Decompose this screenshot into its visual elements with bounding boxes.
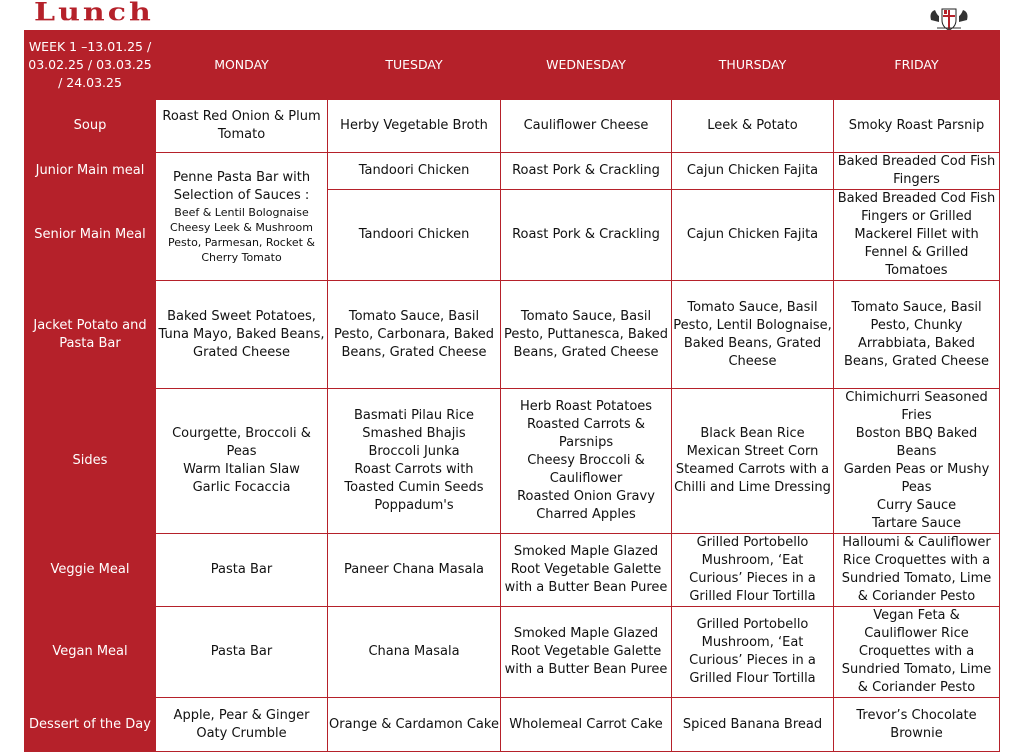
cell-senior-thursday: Cajun Chicken Fajita — [672, 190, 834, 281]
row-label-jacket-potato: Jacket Potato and Pasta Bar — [25, 281, 156, 389]
lunch-menu-table — [24, 30, 1000, 752]
cell-soup-wednesday: Cauliflower Cheese — [501, 100, 672, 153]
cell-vegan-friday: Vegan Feta & Cauliflower Rice Croquettes with a Sundried Tomato, Lime & Coriander Pesto — [834, 607, 1000, 698]
cell-sides-thursday — [672, 389, 834, 534]
table-row-veggie — [25, 534, 1000, 607]
cell-main-monday — [156, 153, 328, 281]
side-item: Herb Roast Potatoes — [519, 399, 653, 414]
side-item: Roast Carrots with Toasted Cumin Seeds — [344, 462, 484, 495]
row-label-senior-main: Senior Main Meal — [25, 190, 156, 281]
row-label-sides: Sides — [25, 389, 156, 534]
side-item: Boston BBQ Baked Beans — [855, 426, 978, 459]
cell-soup-monday: Roast Red Onion & Plum Tomato — [156, 100, 328, 153]
cell-sides-tuesday — [328, 389, 501, 534]
cell-soup-tuesday: Herby Vegetable Broth — [328, 100, 501, 153]
day-header-thursday: THURSDAY — [672, 31, 834, 100]
cell-junior-wednesday: Roast Pork & Crackling — [501, 153, 672, 190]
cell-dessert-thursday: Spiced Banana Bread — [672, 698, 834, 752]
row-label-vegan: Vegan Meal — [25, 607, 156, 698]
cell-junior-thursday: Cajun Chicken Fajita — [672, 153, 834, 190]
monday-sauce-3: Pesto, Parmesan, Rocket & Cherry Tomato — [168, 235, 315, 264]
table-row-junior-main — [25, 153, 1000, 190]
side-item: Warm Italian Slaw — [183, 462, 300, 477]
cell-jacket-monday: Baked Sweet Potatoes, Tuna Mayo, Baked Beans, Grated Cheese — [156, 281, 328, 389]
day-header-tuesday: TUESDAY — [328, 31, 501, 100]
side-item: Black Bean Rice — [700, 426, 805, 441]
row-label-junior-main: Junior Main meal — [25, 153, 156, 190]
side-item: Curry Sauce — [876, 498, 957, 513]
side-item: Smashed Bhajis — [362, 426, 466, 441]
cell-sides-friday — [834, 389, 1000, 534]
week-label: WEEK 1 –13.01.25 / 03.02.25 / 03.03.25 / 24.03.25 — [25, 31, 156, 100]
cell-jacket-tuesday: Tomato Sauce, Basil Pesto, Carbonara, Baked Beans, Grated Cheese — [328, 281, 501, 389]
cell-sides-wednesday — [501, 389, 672, 534]
cell-vegan-wednesday: Smoked Maple Glazed Root Vegetable Galette with a Butter Bean Puree — [501, 607, 672, 698]
cell-veggie-wednesday: Smoked Maple Glazed Root Vegetable Galette with a Butter Bean Puree — [501, 534, 672, 607]
table-row-dessert — [25, 698, 1000, 752]
cell-vegan-thursday: Grilled Portobello Mushroom, ‘Eat Curious’ Pieces in a Grilled Flour Tortilla — [672, 607, 834, 698]
day-header-wednesday: WEDNESDAY — [501, 31, 672, 100]
row-label-veggie: Veggie Meal — [25, 534, 156, 607]
table-header-row — [25, 31, 1000, 100]
cell-vegan-tuesday: Chana Masala — [328, 607, 501, 698]
day-header-monday: MONDAY — [156, 31, 328, 100]
cell-jacket-friday: Tomato Sauce, Basil Pesto, Chunky Arrabbiata, Baked Beans, Grated Cheese — [834, 281, 1000, 389]
row-label-dessert: Dessert of the Day — [25, 698, 156, 752]
cell-veggie-thursday: Grilled Portobello Mushroom, ‘Eat Curious’ Pieces in a Grilled Flour Tortilla — [672, 534, 834, 607]
cell-sides-monday — [156, 389, 328, 534]
side-item: Roasted Carrots & Parsnips — [527, 417, 645, 450]
cell-jacket-thursday: Tomato Sauce, Basil Pesto, Lentil Bolognaise, Baked Beans, Grated Cheese — [672, 281, 834, 389]
monday-sauce-2: Cheesy Leek & Mushroom — [170, 220, 313, 234]
side-item: Tartare Sauce — [872, 516, 961, 531]
side-item: Steamed Carrots with a Chilli and Lime Dressing — [674, 462, 831, 495]
cell-dessert-friday: Trevor’s Chocolate Brownie — [834, 698, 1000, 752]
side-item: Garlic Focaccia — [192, 480, 291, 495]
side-item: Courgette, Broccoli & Peas — [172, 426, 311, 459]
cell-jacket-wednesday: Tomato Sauce, Basil Pesto, Puttanesca, Baked Beans, Grated Cheese — [501, 281, 672, 389]
cell-junior-friday: Baked Breaded Cod Fish Fingers — [834, 153, 1000, 190]
cell-senior-wednesday: Roast Pork & Crackling — [501, 190, 672, 281]
cell-junior-tuesday: Tandoori Chicken — [328, 153, 501, 190]
side-item: Cheesy Broccoli & Cauliflower — [527, 453, 645, 486]
table-row-vegan — [25, 607, 1000, 698]
table-row-soup — [25, 100, 1000, 153]
table-row-sides — [25, 389, 1000, 534]
side-item: Mexican Street Corn — [686, 444, 819, 459]
monday-pasta-main: Penne Pasta Bar with Selection of Sauces : — [172, 169, 311, 203]
side-item: Poppadum's — [374, 498, 454, 513]
cell-veggie-friday: Halloumi & Cauliflower Rice Croquettes with a Sundried Tomato, Lime & Coriander Pesto — [834, 534, 1000, 607]
cell-vegan-monday: Pasta Bar — [156, 607, 328, 698]
cell-veggie-monday: Pasta Bar — [156, 534, 328, 607]
cell-senior-tuesday: Tandoori Chicken — [328, 190, 501, 281]
table-row-jacket-potato — [25, 281, 1000, 389]
side-item: Basmati Pilau Rice — [353, 408, 475, 423]
side-item: Garden Peas or Mushy Peas — [843, 462, 990, 495]
side-item: Charred Apples — [536, 507, 636, 522]
day-header-friday: FRIDAY — [834, 31, 1000, 100]
cell-soup-friday: Smoky Roast Parsnip — [834, 100, 1000, 153]
side-item: Broccoli Junka — [368, 444, 460, 459]
side-item: Roasted Onion Gravy — [517, 489, 655, 504]
cell-dessert-tuesday: Orange & Cardamon Cake — [328, 698, 501, 752]
cell-soup-thursday: Leek & Potato — [672, 100, 834, 153]
row-label-soup: Soup — [25, 100, 156, 153]
cell-veggie-tuesday: Paneer Chana Masala — [328, 534, 501, 607]
side-item: Chimichurri Seasoned Fries — [845, 390, 988, 423]
cell-dessert-monday: Apple, Pear & Ginger Oaty Crumble — [156, 698, 328, 752]
school-crest-icon — [927, 6, 971, 32]
cell-senior-friday: Baked Breaded Cod Fish Fingers or Grilled Mackerel Fillet with Fennel & Grilled Tomatoes — [834, 190, 1000, 281]
monday-sauce-1: Beef & Lentil Bolognaise — [174, 205, 309, 219]
page-title: Lunch — [34, 0, 154, 21]
cell-dessert-wednesday: Wholemeal Carrot Cake — [501, 698, 672, 752]
